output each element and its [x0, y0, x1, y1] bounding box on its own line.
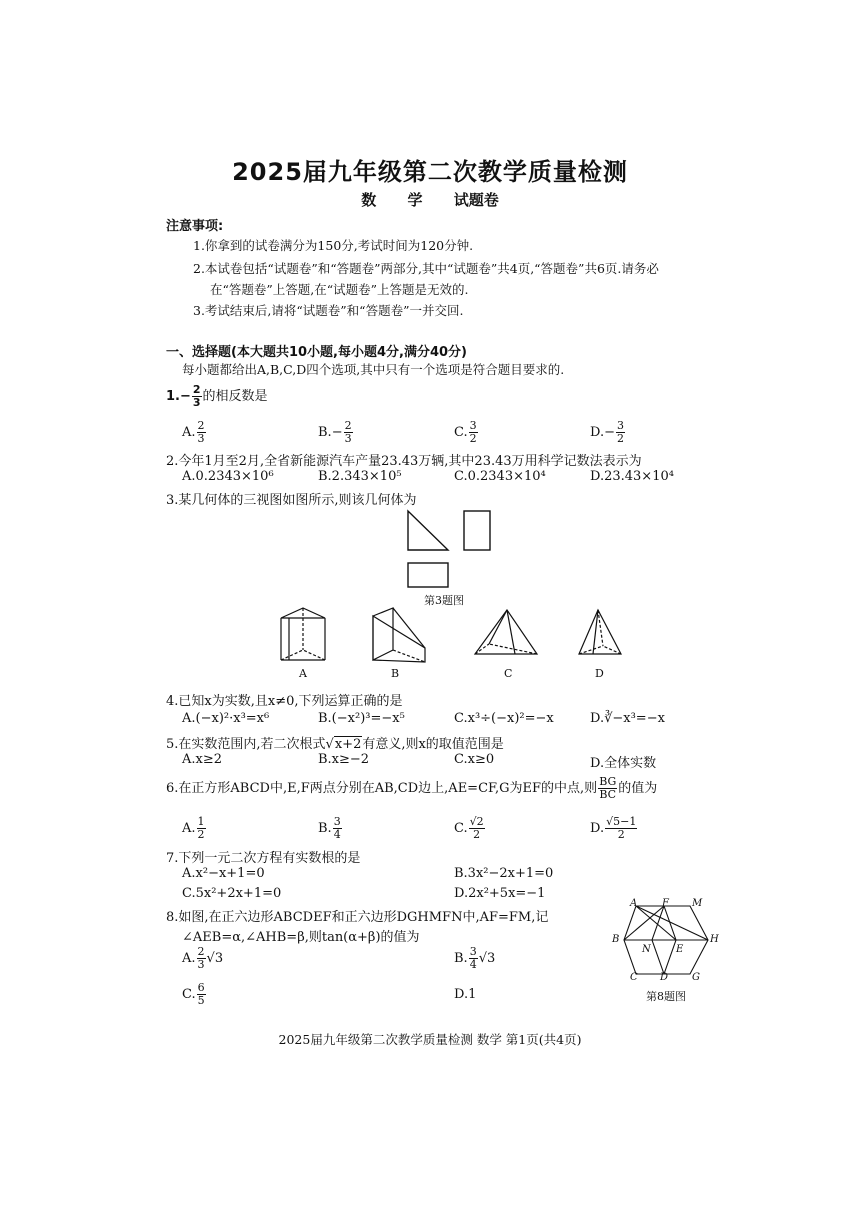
q3-label-d: D: [595, 667, 604, 680]
q1-stem: 1.− $\frac{2}{3}$ 的相反数是: [166, 383, 268, 409]
top-view-rect: [408, 563, 448, 587]
q1-option-c: C. $\frac{3}{2}$: [454, 419, 477, 445]
q4-stem: 4.已知x为实数,且x≠0,下列运算正确的是: [166, 694, 403, 709]
q8-option-b: B. $\frac{3}{4}$ √3: [454, 945, 496, 971]
notice-heading: 注意事项:: [166, 219, 224, 234]
solid-d-pyramid: [579, 610, 621, 654]
q3-stem: 3.某几何体的三视图如图所示,则该几何体为: [166, 493, 417, 508]
q3-label-b: B: [391, 667, 400, 680]
q2-option-d: D.23.43×10⁴: [590, 469, 674, 484]
q4-option-b: B.(−x²)³=−x⁵: [318, 711, 405, 726]
section-heading: 一、选择题(本大题共10小题,每小题4分,满分40分): [166, 345, 467, 360]
q8-stem-line2: ∠AEB=α,∠AHB=β,则tan(α+β)的值为: [182, 930, 420, 945]
q8-point-h: H: [710, 934, 719, 945]
q8-point-c: C: [630, 972, 638, 983]
notice-item-2-cont: 在“答题卷”上答题,在“试题卷”上答题是无效的.: [210, 282, 469, 297]
front-view-triangle: [408, 511, 448, 550]
notice-item-3: 3.考试结束后,请将“试题卷”和“答题卷”一并交回.: [193, 303, 464, 318]
q2-option-c: C.0.2343×10⁴: [454, 469, 546, 484]
side-view-rect: [464, 511, 490, 550]
q8-point-b: B: [612, 934, 620, 945]
q1-option-b: B.− $\frac{2}{3}$: [318, 419, 352, 445]
q7-option-a: A.x²−x+1=0: [182, 866, 265, 881]
notice-item-2: 2.本试卷包括“试题卷”和“答题卷”两部分,其中“试题卷”共4页,“答题卷”共6页.请务必: [193, 261, 659, 276]
page-title: 2025届九年级第二次教学质量检测: [232, 158, 628, 186]
q8-point-m: M: [692, 898, 703, 909]
q3-figure-caption: 第3题图: [424, 594, 464, 607]
q5-stem: 5.在实数范围内,若二次根式√x+2有意义,则x的取值范围是: [166, 737, 504, 752]
q6-stem: 6.在正方形ABCD中,E,F两点分别在AB,CD边上,AE=CF,G为EF的中点,则 $\frac{BG}{BC}$ 的值为: [166, 775, 658, 801]
q8-point-d: D: [660, 972, 669, 983]
q3-three-views: [400, 505, 510, 595]
q8-stem-line1: 8.如图,在正六边形ABCDEF和正六边形DGHMFN中,AF=FM,记: [166, 910, 549, 925]
q8-option-c: C. $\frac{6}{5}$: [182, 981, 205, 1007]
q5-option-d: D.全体实数: [590, 756, 657, 771]
q2-option-b: B.2.343×10⁵: [318, 469, 402, 484]
q7-option-b: B.3x²−2x+1=0: [454, 866, 554, 881]
q7-option-c: C.5x²+2x+1=0: [182, 886, 282, 901]
q5-option-c: C.x≥0: [454, 752, 495, 767]
q4-option-d: D.∛−x³=−x: [590, 711, 665, 726]
q8-figure-caption: 第8题图: [646, 990, 686, 1003]
q8-point-n: N: [642, 944, 651, 955]
solid-a-prism: [281, 608, 325, 660]
q3-label-a: A: [299, 667, 307, 680]
solid-c-pyramid: [475, 610, 537, 654]
q1-option-a: A. $\frac{2}{3}$: [182, 419, 205, 445]
solid-b-wedge: [373, 608, 425, 662]
q6-option-d: D. $\frac{√5-1}{2}$: [590, 815, 637, 841]
notice-item-1: 1.你拿到的试卷满分为150分,考试时间为120分钟.: [193, 238, 474, 253]
section-instruction: 每小题都给出A,B,C,D四个选项,其中只有一个选项是符合题目要求的.: [182, 362, 565, 377]
q5-option-a: A.x≥2: [182, 752, 223, 767]
page-subtitle: 数 学 试题卷: [361, 191, 499, 209]
q2-stem: 2.今年1月至2月,全省新能源汽车产量23.43万辆,其中23.43万用科学记数法表示为: [166, 454, 642, 469]
q5-option-b: B.x≥−2: [318, 752, 370, 767]
q1-option-d: D.− $\frac{3}{2}$: [590, 419, 624, 445]
q7-option-d: D.2x²+5x=−1: [454, 886, 546, 901]
q4-option-a: A.(−x)²·x³=x⁶: [182, 711, 270, 726]
q8-option-d: D.1: [454, 987, 477, 1002]
q3-label-c: C: [504, 667, 513, 680]
q4-option-c: C.x³÷(−x)²=−x: [454, 711, 554, 726]
q8-point-g: G: [692, 972, 700, 983]
q7-stem: 7.下列一元二次方程有实数根的是: [166, 851, 361, 866]
q8-point-a: A: [630, 898, 638, 909]
q6-option-a: A. $\frac{1}{2}$: [182, 815, 205, 841]
q6-option-b: B. $\frac{3}{4}$: [318, 815, 341, 841]
q6-option-c: C. $\frac{√2}{2}$: [454, 815, 484, 841]
q8-point-e: E: [676, 944, 684, 955]
q2-option-a: A.0.2343×10⁶: [182, 469, 274, 484]
q8-option-a: A. $\frac{2}{3}$ √3: [182, 945, 224, 971]
page-footer: 2025届九年级第二次教学质量检测 数学 第1页(共4页): [278, 1032, 582, 1047]
q3-solid-options: [275, 606, 665, 682]
q8-point-f: F: [662, 898, 669, 909]
